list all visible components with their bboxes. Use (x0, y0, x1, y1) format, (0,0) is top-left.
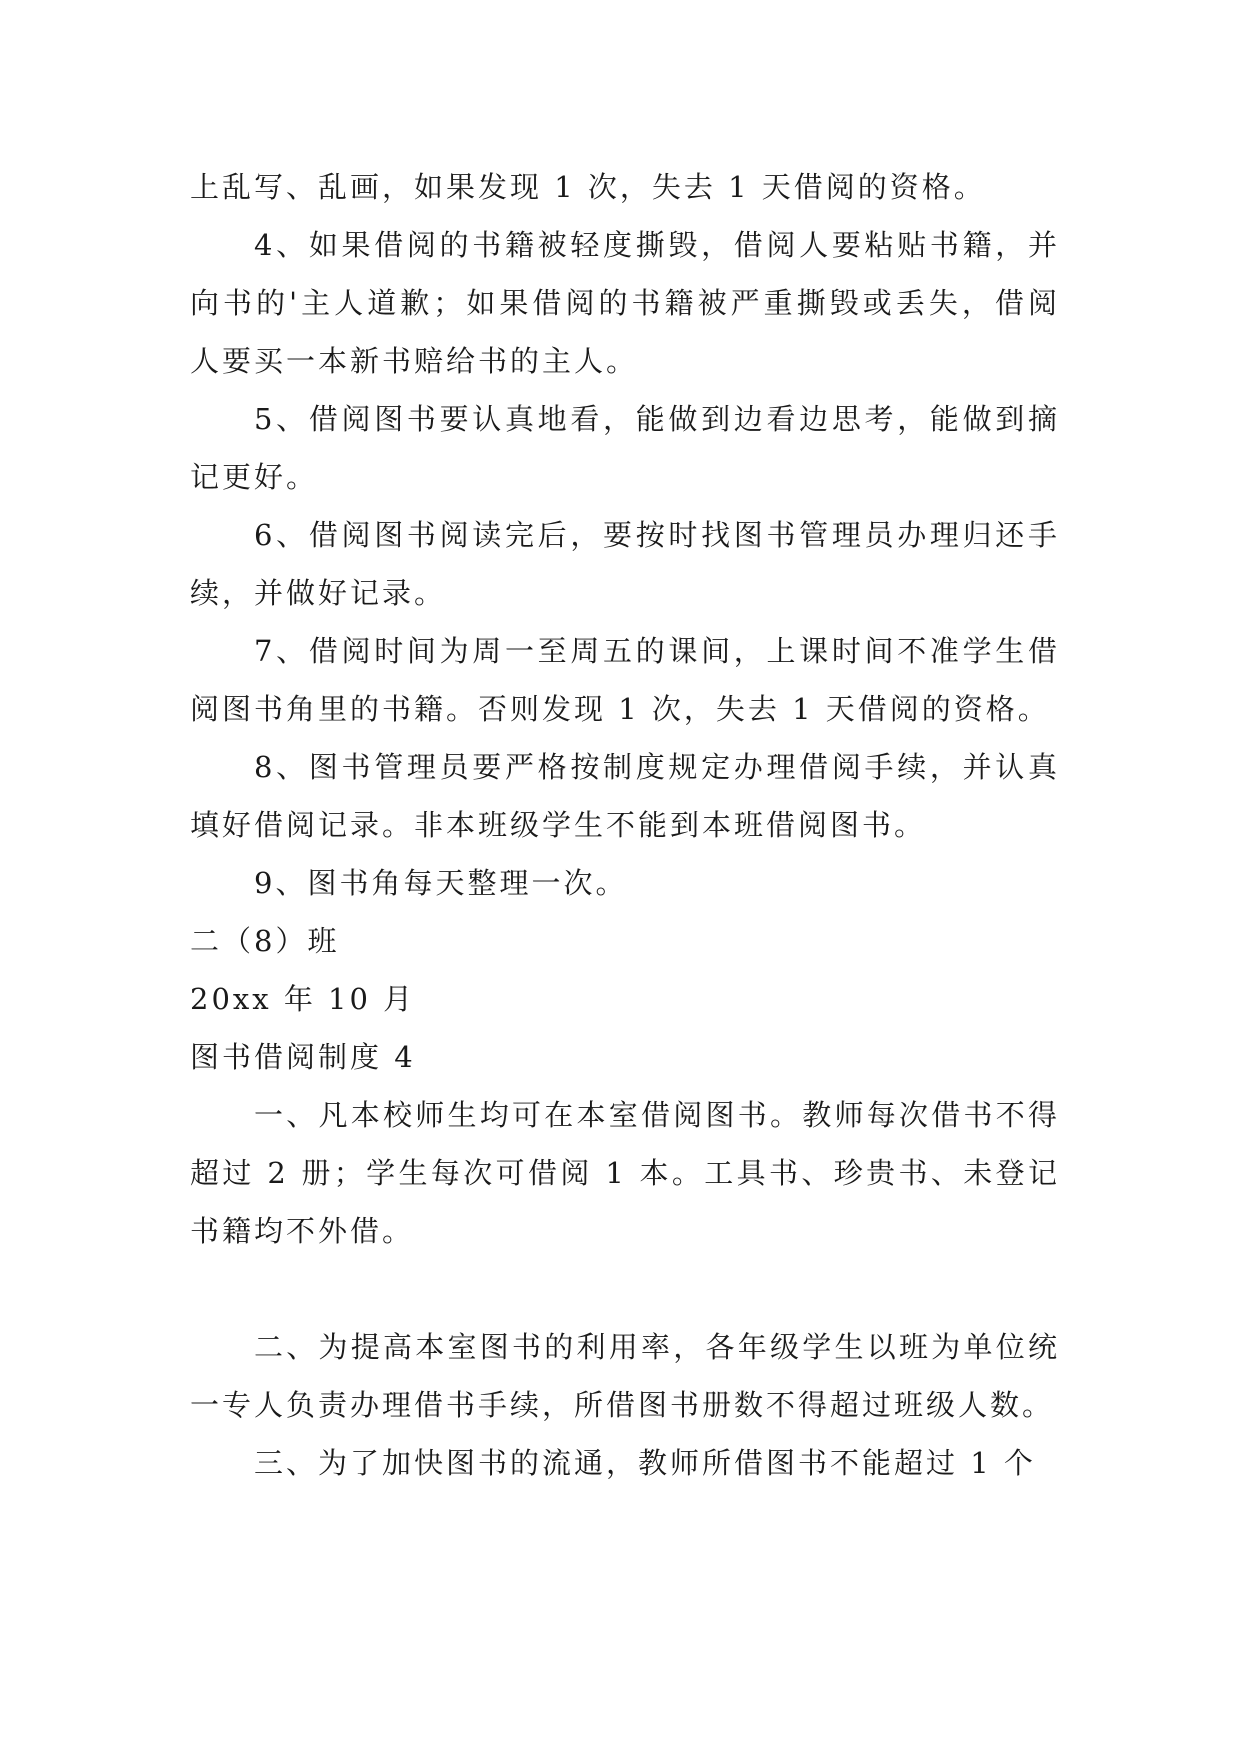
signature-class: 二（8）班 (190, 924, 340, 958)
paragraph-rule-6: 6、借阅图书阅读完后，要按时找图书管理员办理归还手续，并做好记录。 (190, 518, 1060, 610)
document-body (190, 158, 1060, 1492)
paragraph-rule-8: 8、图书管理员要严格按制度规定办理借阅手续，并认真填好借阅记录。非本班级学生不能到本班借阅图书。 (190, 750, 1060, 842)
paragraph-article-1: 一、凡本校师生均可在本室借阅图书。教师每次借书不得超过 2 册；学生每次可借阅 1 本。工具书、珍贵书、未登记书籍均不外借。 (190, 1098, 1060, 1248)
signature-date: 20xx 年 10 月 (190, 982, 416, 1016)
paragraph-rule-9: 9、图书角每天整理一次。 (254, 866, 628, 900)
paragraph-continuation: 上乱写、乱画，如果发现 1 次，失去 1 天借阅的资格。 (190, 170, 986, 204)
paragraph-article-3: 三、为了加快图书的流通，教师所借图书不能超过 1 个 (254, 1446, 1036, 1480)
paragraph-spacer (190, 1260, 1060, 1318)
paragraph-rule-7: 7、借阅时间为周一至周五的课间，上课时间不准学生借阅图书角里的书籍。否则发现 1 次，失去 1 天借阅的资格。 (190, 634, 1060, 726)
paragraph-rule-5: 5、借阅图书要认真地看，能做到边看边思考，能做到摘记更好。 (190, 402, 1060, 494)
paragraph-rule-4: 4、如果借阅的书籍被轻度撕毁，借阅人要粘贴书籍，并向书的'主人道歉；如果借阅的书籍被严重撕毁或丢失，借阅人要买一本新书赔给书的主人。 (190, 228, 1060, 378)
paragraph-article-2: 二、为提高本室图书的利用率，各年级学生以班为单位统一专人负责办理借书手续，所借图书册数不得超过班级人数。 (190, 1330, 1060, 1422)
section-title: 图书借阅制度 4 (190, 1040, 416, 1074)
